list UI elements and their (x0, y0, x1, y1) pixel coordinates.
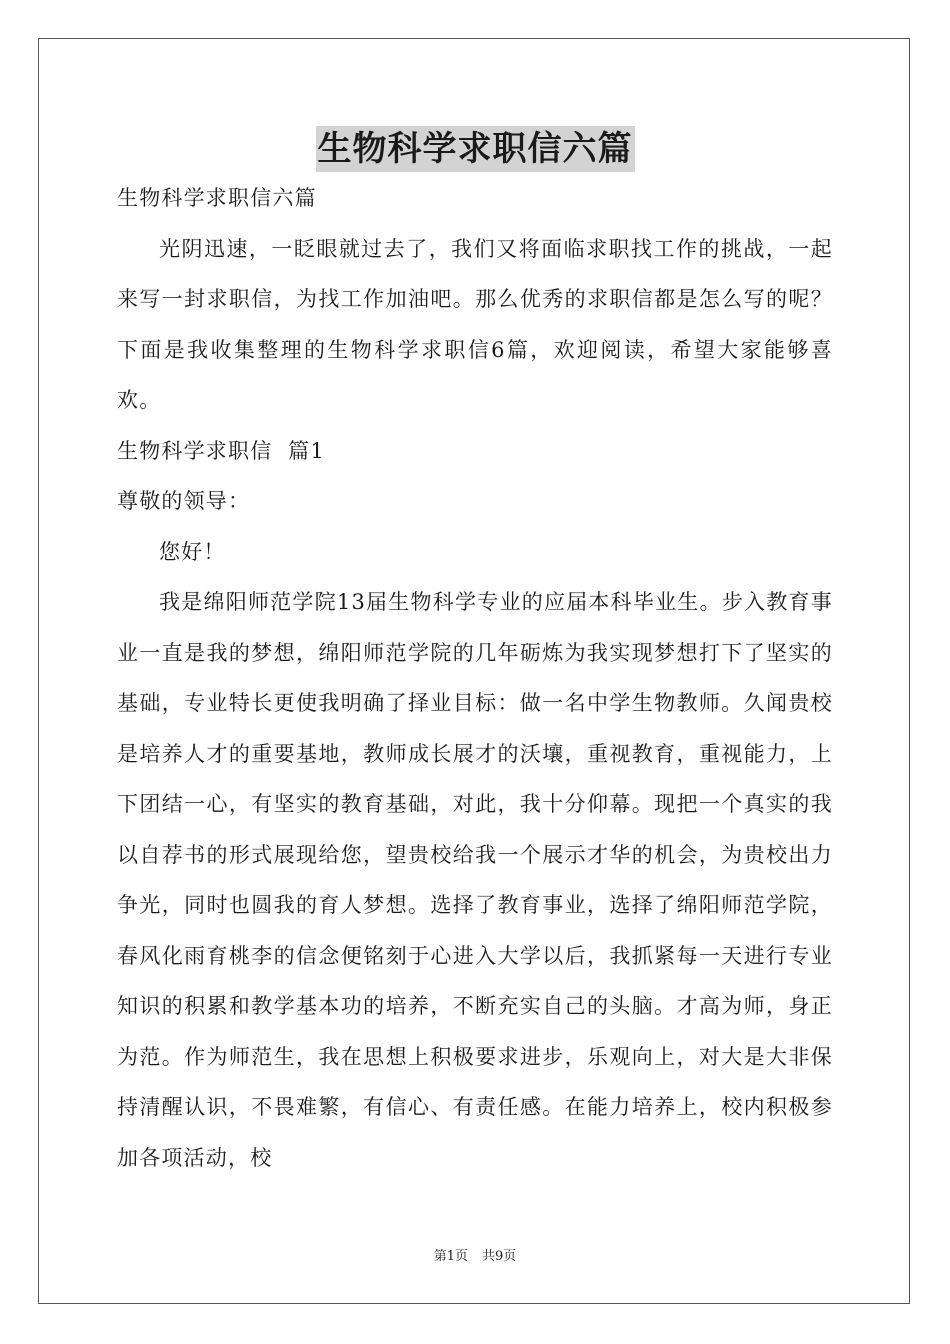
page-total: 共9页 (482, 1249, 517, 1264)
greeting: 您好！ (159, 539, 226, 564)
page-number: 第1页 (433, 1249, 468, 1264)
salutation: 尊敬的领导： (117, 489, 251, 513)
section-heading: 生物科学求职信 篇1 (117, 438, 325, 463)
document-title: 生物科学求职信六篇 (316, 126, 635, 172)
title-block (0, 126, 950, 172)
page-footer (0, 1249, 950, 1265)
intro-paragraph: 光阴迅速，一眨眼就过去了，我们又将面临求职找工作的挑战，一起来写一封求职信，为找工作加油吧。那么优秀的求职信都是怎么写的呢？下面是我收集整理的生物科学求职信6篇，欢迎阅读，希望大家能够喜欢。 (117, 236, 833, 412)
document-subtitle: 生物科学求职信六篇 (117, 186, 317, 210)
document-body (117, 173, 833, 1183)
letter-body-paragraph: 我是绵阳师范学院13届生物科学专业的应届本科毕业生。步入教育事业一直是我的梦想，绵阳师范学院的几年砺炼为我实现梦想打下了坚实的基础，专业特长更使我明确了择业目标：做一名中学生物教师。久闻贵校是培养人才的重要基地，教师成长展才的沃壤，重视教育，重视能力，上下团结一心，有坚实的教育基础，对此，我十分仰幕。现把一个真实的我以自荐书的形式展现给您，望贵校给我一个展示才华的机会，为贵校出力争光，同时也圆我的育人梦想。选择了教育事业，选择了绵阳师范学院，春风化雨育桃李的信念便铭刻于心进入大学以后，我抓紧每一天进行专业知识的积累和教学基本功的培养，不断充实自己的头脑。才高为师，身正为范。作为师范生，我在思想上积极要求进步，乐观向上，对大是大非保持清醒认识，不畏难繁，有信心、有责任感。在能力培养上，校内积极参加各项活动，校 (117, 590, 833, 1170)
